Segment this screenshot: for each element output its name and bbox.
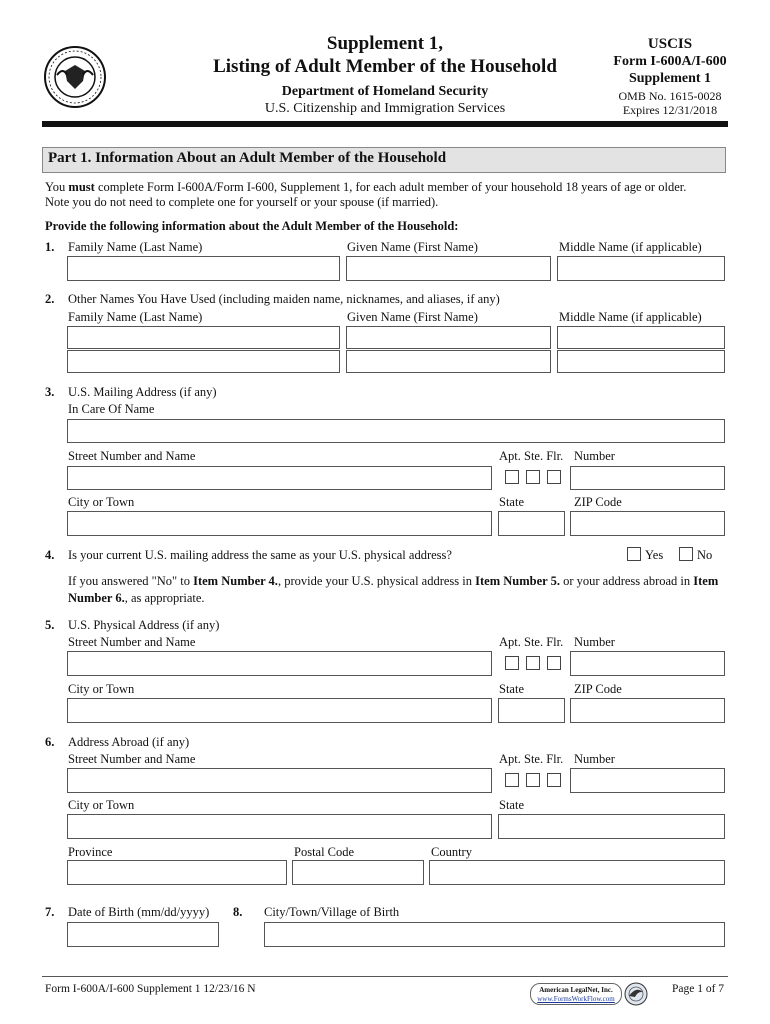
footer-form-id: Form I-600A/I-600 Supplement 1 12/23/16 N	[45, 983, 256, 995]
item-number: 4.	[45, 548, 55, 562]
intro-note: Note you do not need to complete one for yourself or your spouse (if married).	[45, 195, 439, 209]
apt-checkbox[interactable]	[505, 773, 519, 787]
page-number: Page 1 of 7	[672, 983, 725, 995]
no-checkbox[interactable]	[679, 547, 693, 561]
item-number: 1.	[45, 240, 55, 254]
label-other-family-name: Family Name (Last Name)	[68, 310, 203, 324]
physical-state-field[interactable]	[498, 698, 565, 723]
label-street: Street Number and Name	[68, 449, 196, 463]
label-apt-ste-flr: Apt. Ste. Flr.	[499, 449, 564, 463]
agency-name: U.S. Citizenship and Immigration Services	[264, 101, 506, 116]
label-mailing-address: U.S. Mailing Address (if any)	[68, 385, 217, 399]
publisher-url[interactable]: www.FormsWorkFlow.com	[537, 995, 615, 1003]
postal-code-field[interactable]	[292, 860, 424, 885]
part1-title: Part 1. Information About an Adult Member of the Household	[48, 150, 447, 166]
label-given-name: Given Name (First Name)	[347, 240, 478, 254]
flr-checkbox[interactable]	[547, 656, 561, 670]
label-physical-address: U.S. Physical Address (if any)	[68, 618, 220, 632]
label-city: City or Town	[68, 495, 135, 509]
label-state: State	[499, 798, 524, 812]
label-other-middle-name: Middle Name (if applicable)	[559, 310, 702, 324]
label-yes: Yes	[645, 548, 664, 562]
other-given-name-field-2[interactable]	[346, 350, 551, 373]
item-number: 7.	[45, 905, 55, 919]
intro-text: You must complete Form I-600A/Form I-600, Supplement 1, for each adult member of your household 18 years of age or older.	[45, 180, 687, 194]
label-zip: ZIP Code	[574, 495, 622, 509]
supplement-label: Supplement 1	[628, 71, 712, 86]
other-given-name-field-1[interactable]	[346, 326, 551, 349]
department-name: Department of Homeland Security	[281, 84, 489, 99]
item-number: 6.	[45, 735, 55, 749]
label-same-address-question: Is your current U.S. mailing address the same as your U.S. physical address?	[68, 548, 452, 562]
item-number: 3.	[45, 385, 55, 399]
label-apt-ste-flr: Apt. Ste. Flr.	[499, 752, 564, 766]
city-of-birth-field[interactable]	[264, 922, 725, 947]
apt-checkbox[interactable]	[505, 656, 519, 670]
label-province: Province	[68, 845, 113, 859]
label-date-of-birth: Date of Birth (mm/dd/yyyy)	[68, 905, 210, 919]
label-city: City or Town	[68, 798, 135, 812]
province-field[interactable]	[67, 860, 287, 885]
label-country: Country	[431, 845, 472, 859]
uscis-label: USCIS	[647, 36, 693, 52]
item-number: 2.	[45, 292, 55, 306]
label-other-names: Other Names You Have Used (including maiden name, nicknames, and aliases, if any)	[68, 292, 500, 306]
mailing-city-field[interactable]	[67, 511, 492, 536]
publisher-logo	[530, 983, 622, 1005]
physical-city-field[interactable]	[67, 698, 492, 723]
provide-instruction: Provide the following information about the Adult Member of the Household:	[45, 219, 459, 233]
label-care-of: In Care Of Name	[68, 402, 155, 416]
physical-apt-number-field[interactable]	[570, 651, 725, 676]
flr-checkbox[interactable]	[547, 470, 561, 484]
abroad-state-field[interactable]	[498, 814, 725, 839]
publisher-globe-icon	[624, 982, 648, 1006]
item4-note-line1: If you answered "No" to Item Number 4., provide your U.S. physical address in Item Number 5. or your address abroad in Item	[68, 574, 719, 588]
label-state: State	[499, 682, 524, 696]
physical-zip-field[interactable]	[570, 698, 725, 723]
abroad-street-field[interactable]	[67, 768, 492, 793]
abroad-city-field[interactable]	[67, 814, 492, 839]
country-field[interactable]	[429, 860, 725, 885]
label-apt-number: Number	[574, 752, 615, 766]
dhs-seal-icon	[43, 45, 107, 109]
label-address-abroad: Address Abroad (if any)	[68, 735, 190, 749]
label-street: Street Number and Name	[68, 635, 196, 649]
ste-checkbox[interactable]	[526, 656, 540, 670]
label-apt-ste-flr: Apt. Ste. Flr.	[499, 635, 564, 649]
ste-checkbox[interactable]	[526, 470, 540, 484]
care-of-name-field[interactable]	[67, 419, 725, 443]
label-postal-code: Postal Code	[294, 845, 355, 859]
publisher-name: American LegalNet, Inc.	[539, 986, 613, 994]
date-of-birth-field[interactable]	[67, 922, 219, 947]
family-name-field[interactable]	[67, 256, 340, 281]
mailing-zip-field[interactable]	[570, 511, 725, 536]
form-title: Supplement 1, Listing of Adult Member of the Household	[213, 33, 557, 77]
item-number: 8.	[233, 905, 243, 919]
other-family-name-field-1[interactable]	[67, 326, 340, 349]
yes-checkbox[interactable]	[627, 547, 641, 561]
other-family-name-field-2[interactable]	[67, 350, 340, 373]
physical-street-field[interactable]	[67, 651, 492, 676]
label-zip: ZIP Code	[574, 682, 622, 696]
label-city: City or Town	[68, 682, 135, 696]
expiration-date: Expires 12/31/2018	[622, 103, 718, 117]
mailing-street-field[interactable]	[67, 466, 492, 490]
other-middle-name-field-2[interactable]	[557, 350, 725, 373]
mailing-apt-number-field[interactable]	[570, 466, 725, 490]
given-name-field[interactable]	[346, 256, 551, 281]
header-divider	[42, 121, 728, 127]
label-no: No	[697, 548, 713, 562]
abroad-apt-number-field[interactable]	[570, 768, 725, 793]
other-middle-name-field-1[interactable]	[557, 326, 725, 349]
label-state: State	[499, 495, 524, 509]
footer-divider	[42, 976, 728, 977]
item-number: 5.	[45, 618, 55, 632]
label-street: Street Number and Name	[68, 752, 196, 766]
ste-checkbox[interactable]	[526, 773, 540, 787]
mailing-state-field[interactable]	[498, 511, 565, 536]
omb-number: OMB No. 1615-0028	[618, 89, 722, 103]
item4-note-line2: Number 6., as appropriate.	[68, 591, 205, 605]
label-apt-number: Number	[574, 449, 615, 463]
middle-name-field[interactable]	[557, 256, 725, 281]
apt-checkbox[interactable]	[505, 470, 519, 484]
flr-checkbox[interactable]	[547, 773, 561, 787]
label-middle-name: Middle Name (if applicable)	[559, 240, 702, 254]
form-number: Form I-600A/I-600	[613, 54, 727, 69]
label-other-given-name: Given Name (First Name)	[347, 310, 478, 324]
label-city-of-birth: City/Town/Village of Birth	[264, 905, 400, 919]
label-family-name: Family Name (Last Name)	[68, 240, 203, 254]
label-apt-number: Number	[574, 635, 615, 649]
